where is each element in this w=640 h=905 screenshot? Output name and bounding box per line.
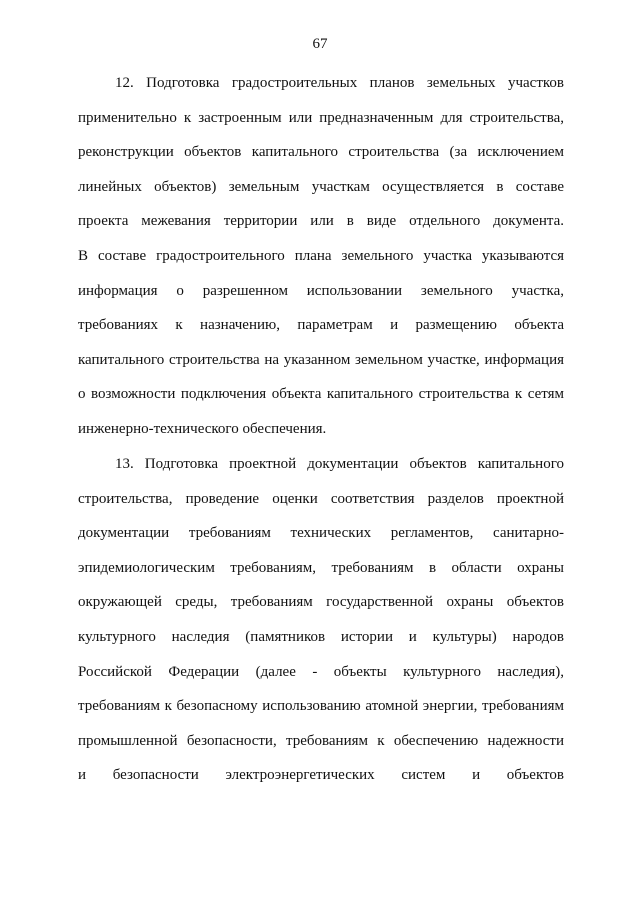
text-line: линейных объектов) земельным участкам осуществляется в составе bbox=[78, 178, 564, 195]
text-line: культурного наследия (памятников истории и культуры) народов bbox=[78, 628, 564, 645]
text-line: и безопасности электроэнергетических систем и объектов bbox=[78, 767, 564, 784]
paragraph-12 bbox=[78, 74, 564, 455]
text-line: эпидемиологическим требованиям, требованиям в области охраны bbox=[78, 559, 564, 576]
text-line: В составе градостроительного плана земельного участка указываются bbox=[78, 247, 564, 264]
text-line: 12. Подготовка градостроительных планов земельных участков bbox=[115, 75, 564, 91]
paragraph-13 bbox=[78, 455, 564, 801]
text-line: капитального строительства на указанном земельном участке, информация bbox=[78, 351, 564, 368]
text-line: Российской Федерации (далее - объекты культурного наследия), bbox=[78, 663, 564, 680]
text-line: проекта межевания территории или в виде отдельного документа. bbox=[78, 213, 564, 230]
text-line: строительства, проведение оценки соответствия разделов проектной bbox=[78, 490, 564, 507]
text-line: требованиям к безопасному использованию атомной энергии, требованиям bbox=[78, 698, 564, 715]
page-number: 67 bbox=[312, 36, 328, 52]
text-line: информация о разрешенном использовании земельного участка, bbox=[78, 282, 564, 299]
text-line: 13. Подготовка проектной документации объектов капитального bbox=[115, 456, 564, 472]
text-line: документации требованиям технических регламентов, санитарно- bbox=[78, 525, 564, 542]
text-line: реконструкции объектов капитального строительства (за исключением bbox=[78, 144, 564, 161]
text-line: о возможности подключения объекта капитального строительства к сетям bbox=[78, 386, 564, 403]
text-line: инженерно-технического обеспечения. bbox=[78, 420, 327, 437]
text-line: промышленной безопасности, требованиям к обеспечению надежности bbox=[78, 732, 564, 749]
text-line: требованиях к назначению, параметрам и размещению объекта bbox=[78, 317, 564, 334]
text-line: применительно к застроенным или предназначенным для строительства, bbox=[78, 109, 564, 126]
text-line: окружающей среды, требованиям государственной охраны объектов bbox=[78, 594, 564, 611]
